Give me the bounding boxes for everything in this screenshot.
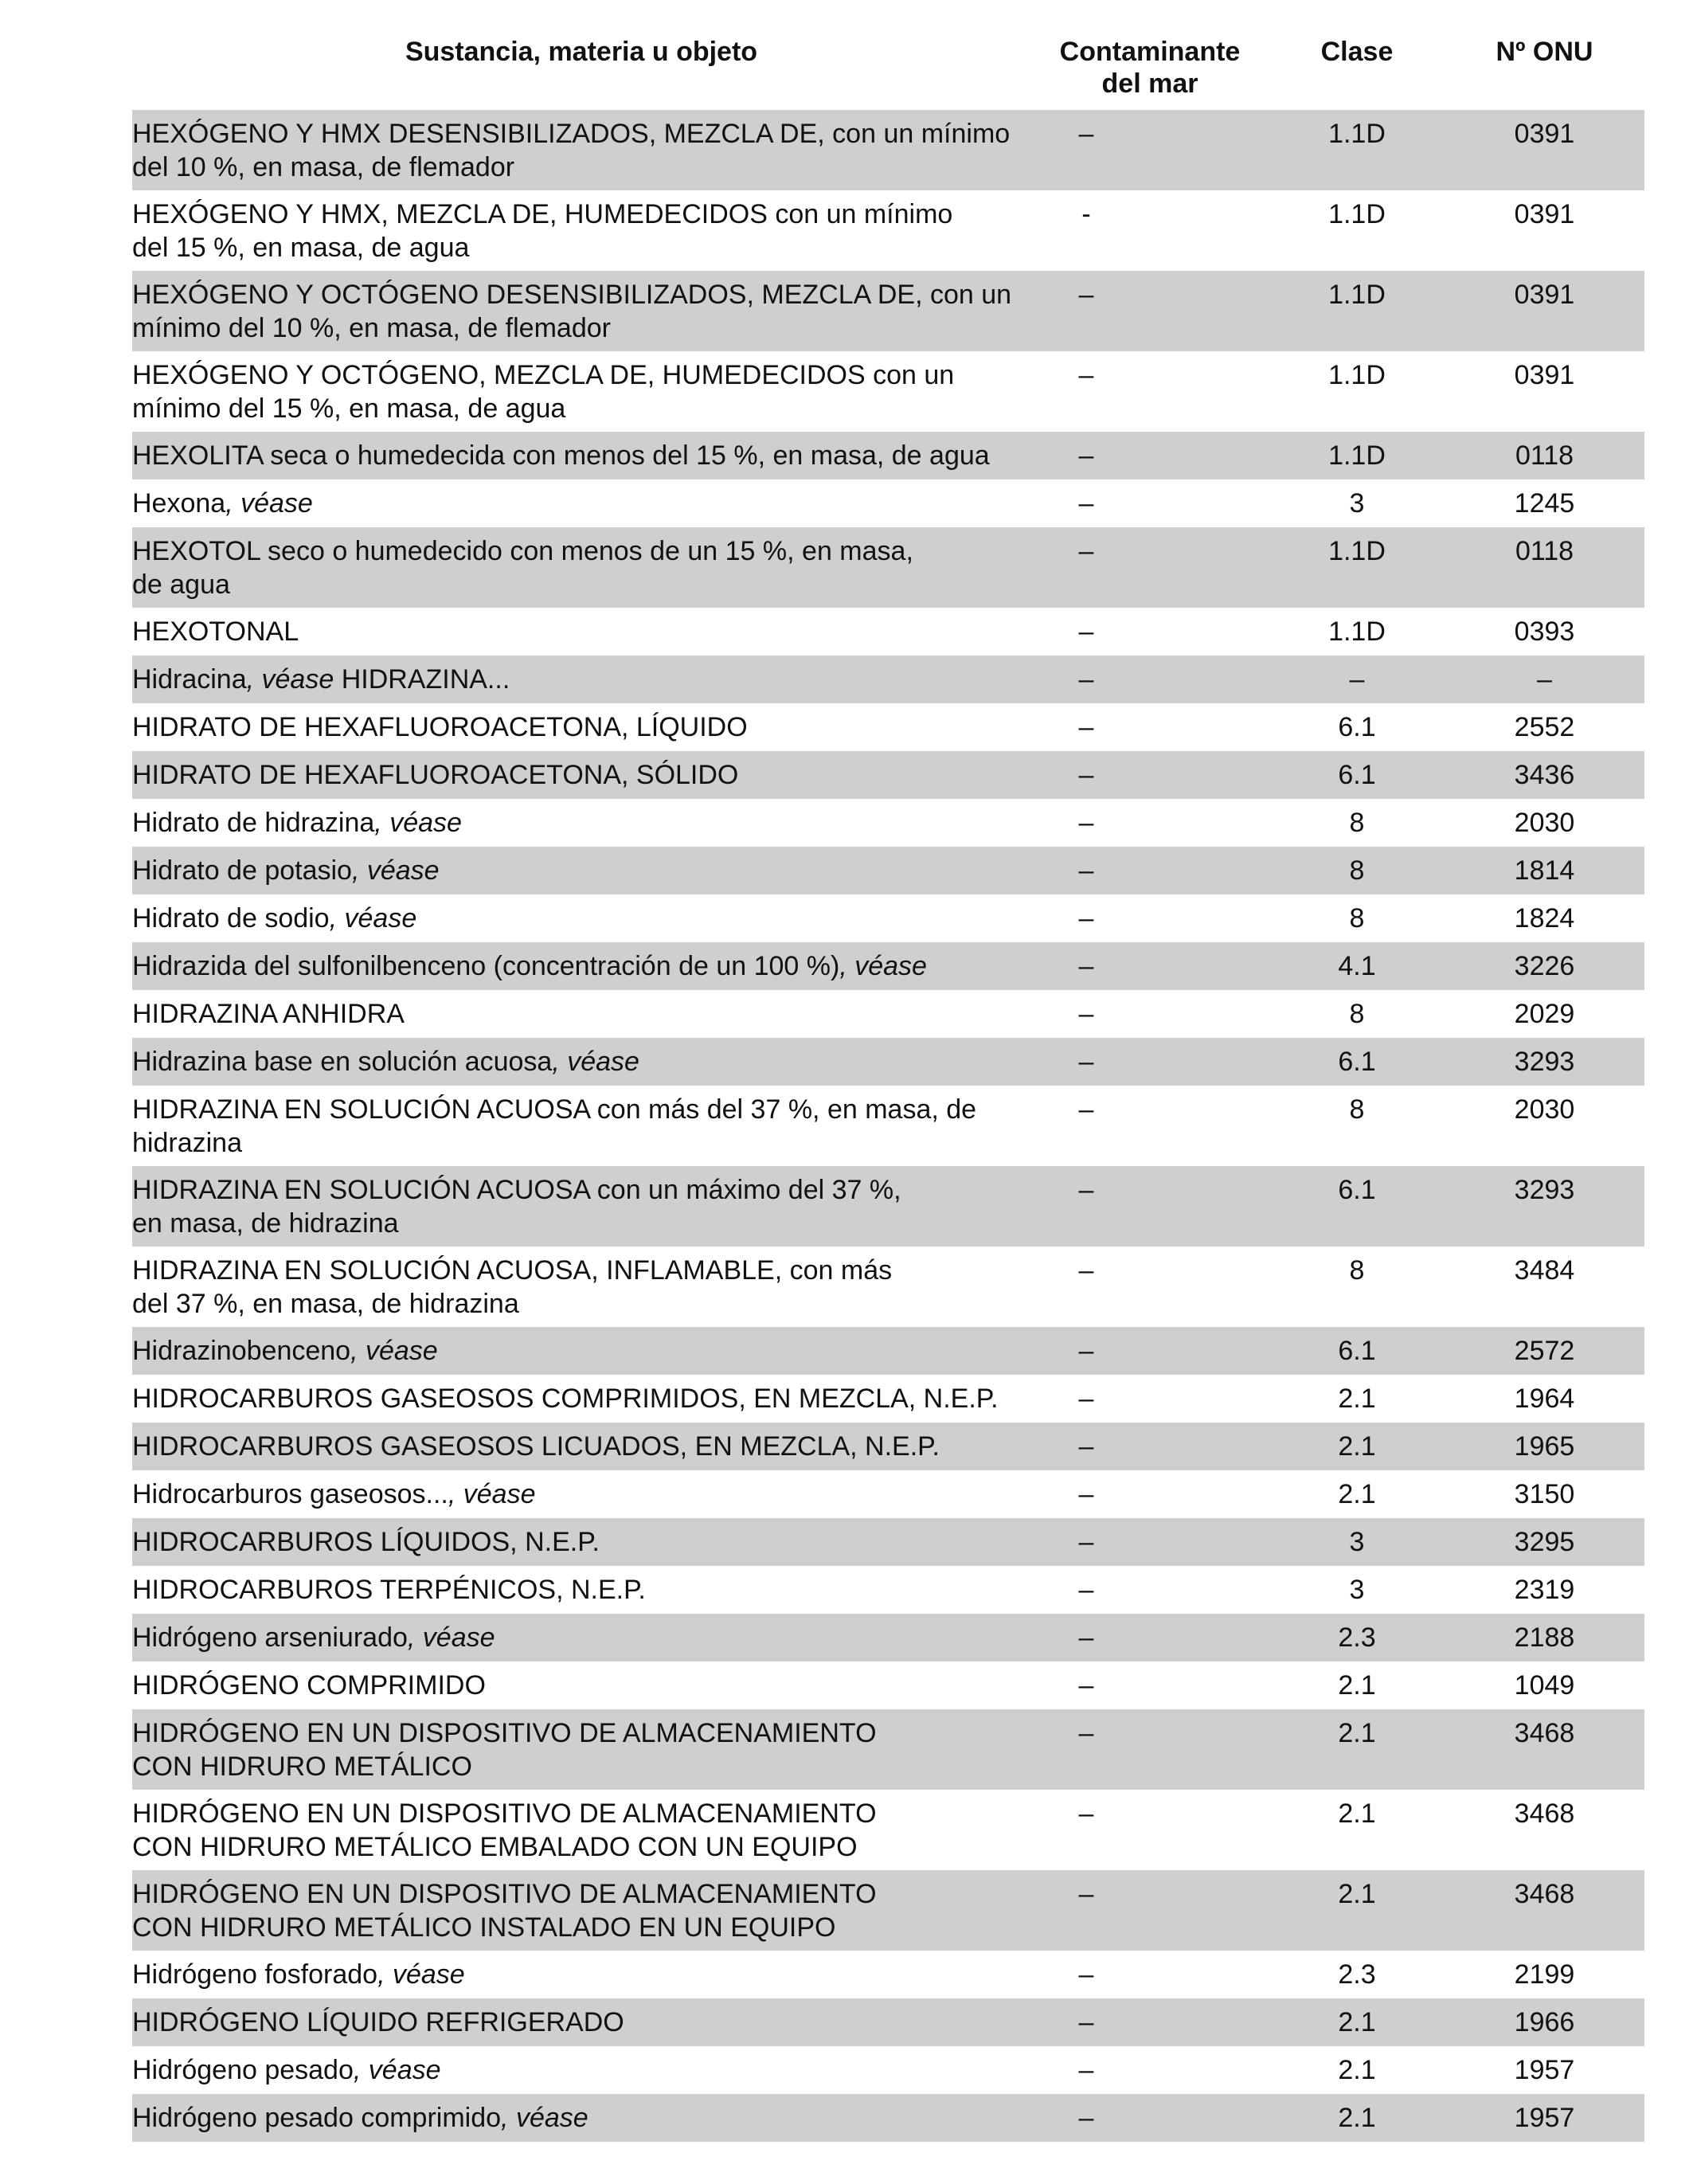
marine-pollutant-cell [1030,1518,1269,1566]
table-row [132,1998,1644,2046]
substance-text: HIDRATO DE HEXAFLUOROACETONA, LÍQUIDO [132,712,748,742]
see-reference: , véase [351,855,440,886]
class-cell: 8 [1349,903,1365,933]
class-cell: 2.1 [1338,1798,1376,1829]
marine-pollutant-cell [1030,1998,1269,2046]
un-number-cell: 1965 [1514,1431,1575,1462]
substance-text: HEXÓGENO Y HMX DESENSIBILIZADOS, MEZCLA DE, con un mínimo del 10 %, en masa, de flemador [132,119,1011,182]
un-number-cell: 2199 [1514,1959,1575,1990]
marine-pollutant-cell [1030,1470,1269,1518]
marine-pollutant-value: – [1078,1622,1094,1653]
marine-pollutant-cell [1030,527,1269,608]
table-row [132,527,1644,608]
substance-text: Hidrógeno arseniurado [132,1622,408,1653]
substance-text: HIDRAZINA ANHIDRA [132,999,405,1029]
class-cell: 1.1D [1328,536,1386,566]
marine-pollutant-cell [1030,1166,1269,1247]
substance-name [132,1470,1030,1518]
un-number-cell: 0118 [1515,536,1574,566]
substance-text: HIDRÓGENO LÍQUIDO REFRIGERADO [132,2007,624,2037]
un-number-cell: 2552 [1514,712,1575,742]
substance-name [132,799,1030,847]
table-row [132,351,1644,432]
substance-text: Hidrógeno pesado comprimido [132,2103,502,2133]
see-reference: , véase [246,664,334,695]
marine-pollutant-cell [1030,1614,1269,1661]
substance-text: HIDRAZINA EN SOLUCIÓN ACUOSA con más del 37 %, en masa, de hidrazina [132,1094,977,1158]
class-cell: 2.1 [1338,2055,1376,2085]
class-cell: 6.1 [1338,1336,1376,1366]
table-row [132,479,1644,527]
class-cell: – [1349,664,1365,695]
marine-pollutant-cell [1030,656,1269,703]
marine-pollutant-cell [1030,990,1269,1038]
marine-pollutant-value: – [1078,855,1094,886]
substance-name [132,1661,1030,1709]
marine-pollutant-cell [1030,1038,1269,1086]
marine-pollutant-value: – [1078,119,1094,149]
marine-pollutant-cell [1030,894,1269,942]
header-un-number: Nº ONU [1496,37,1593,67]
substance-name [132,2094,1030,2142]
table-row [132,190,1644,271]
table-row [132,1470,1644,1518]
un-number-cell: 1824 [1514,903,1575,933]
marine-pollutant-value: – [1078,1879,1094,1909]
marine-pollutant-cell [1030,271,1269,351]
substance-text: Hidrato de sodio [132,903,330,933]
class-cell: 1.1D [1328,616,1386,647]
marine-pollutant-cell [1030,1709,1269,1790]
substance-text: HIDROCARBUROS TERPÉNICOS, N.E.P. [132,1575,646,1605]
substance-name [132,894,1030,942]
marine-pollutant-cell [1030,942,1269,990]
table-row [132,1661,1644,1709]
substance-text: HIDRÓGENO EN UN DISPOSITIVO DE ALMACENAMIENTO CON HIDRURO METÁLICO EMBALADO CON UN EQUIPO [132,1798,877,1862]
substance-name [132,942,1030,990]
un-number-cell: 1957 [1514,2103,1575,2133]
table-body [132,110,1644,2142]
class-cell: 1.1D [1328,440,1386,471]
un-number-cell: 0391 [1514,119,1575,149]
un-number-cell: 2030 [1514,1094,1575,1125]
see-reference: , véase [839,951,927,981]
marine-pollutant-cell [1030,1247,1269,1327]
table-row [132,1247,1644,1327]
marine-pollutant-value: – [1078,1255,1094,1286]
marine-pollutant-cell [1030,1566,1269,1614]
table-row [132,271,1644,351]
un-number-cell: 1957 [1514,2055,1575,2085]
class-cell: 2.1 [1338,1879,1376,1909]
substance-name [132,990,1030,1038]
table-row [132,1038,1644,1086]
substance-name [132,1327,1030,1375]
substance-name [132,1423,1030,1470]
substance-text: Hidrógeno pesado [132,2055,354,2085]
substance-name [132,656,1030,703]
table-row [132,2094,1644,2142]
see-reference: , véase [501,2103,588,2133]
marine-pollutant-value: – [1078,1527,1094,1557]
marine-pollutant-value: – [1078,280,1094,310]
un-number-cell: 1966 [1514,2007,1575,2037]
class-cell: 4.1 [1338,951,1376,981]
substance-name [132,527,1030,608]
un-number-cell: 1049 [1514,1670,1575,1701]
marine-pollutant-cell [1030,1870,1269,1951]
substance-text: Hidracina [132,664,247,695]
marine-pollutant-value: – [1078,1575,1094,1605]
substance-name [132,1790,1030,1870]
class-cell: 2.1 [1338,1384,1376,1414]
substance-text: HIDROCARBUROS GASEOSOS LICUADOS, EN MEZCLA, N.E.P. [132,1431,940,1462]
substance-text: HEXÓGENO Y OCTÓGENO DESENSIBILIZADOS, MEZCLA DE, con un mínimo del 10 %, en masa, de flemador [132,280,1012,343]
substance-text: HIDRAZINA EN SOLUCIÓN ACUOSA, INFLAMABLE, con más del 37 %, en masa, de hidrazina [132,1255,893,1319]
header-marine-pollutant: Contaminante del mar [1059,37,1241,99]
marine-pollutant-value: – [1078,488,1094,519]
marine-pollutant-value: – [1078,1959,1094,1990]
substance-text: HIDRÓGENO EN UN DISPOSITIVO DE ALMACENAMIENTO CON HIDRURO METÁLICO INSTALADO EN UN EQUIPO [132,1879,877,1943]
substance-name [132,847,1030,894]
table-row [132,2046,1644,2094]
marine-pollutant-cell [1030,1951,1269,1998]
marine-pollutant-cell [1030,608,1269,656]
marine-pollutant-value: – [1078,1094,1094,1125]
class-cell: 6.1 [1338,712,1376,742]
class-cell: 8 [1349,855,1365,886]
table-row [132,110,1644,190]
marine-pollutant-cell [1030,1086,1269,1166]
marine-pollutant-cell [1030,2094,1269,2142]
marine-pollutant-value: – [1078,2103,1094,2133]
marine-pollutant-value: – [1078,536,1094,566]
marine-pollutant-cell [1030,432,1269,479]
table-row [132,1518,1644,1566]
marine-pollutant-value: – [1078,2007,1094,2037]
marine-pollutant-value: – [1078,1718,1094,1748]
un-number-cell: 3436 [1514,760,1575,790]
marine-pollutant-value: – [1078,999,1094,1029]
class-cell: 3 [1349,488,1365,519]
marine-pollutant-cell [1030,2046,1269,2094]
table-row [132,1166,1644,1247]
see-reference: , véase [225,488,313,519]
substance-name [132,110,1030,190]
class-cell: 2.1 [1338,1670,1376,1701]
substance-name [132,608,1030,656]
marine-pollutant-cell [1030,1790,1269,1870]
un-number-cell: 3226 [1514,951,1575,981]
see-reference: , véase [353,2055,441,2085]
un-number-cell: 1964 [1514,1384,1575,1414]
marine-pollutant-value: – [1078,760,1094,790]
class-cell: 6.1 [1338,1047,1376,1077]
substance-text: HEXÓGENO Y HMX, MEZCLA DE, HUMEDECIDOS con un mínimo del 15 %, en masa, de agua [132,199,953,263]
un-number-cell: 2319 [1514,1575,1575,1605]
substance-name [132,1375,1030,1423]
table-row [132,1790,1644,1870]
table-row [132,1375,1644,1423]
marine-pollutant-cell [1030,1423,1269,1470]
table-row [132,847,1644,894]
substance-text: Hidrógeno fosforado [132,1959,378,1990]
table-row [132,1709,1644,1790]
marine-pollutant-cell [1030,110,1269,190]
see-reference: , véase [407,1622,495,1653]
marine-pollutant-value: – [1078,1336,1094,1366]
un-number-cell: 0391 [1514,199,1575,229]
marine-pollutant-cell [1030,479,1269,527]
substance-name [132,703,1030,751]
header-class: Clase [1320,37,1394,67]
table-row [132,432,1644,479]
un-number-cell: 1814 [1514,855,1575,886]
class-cell: 6.1 [1338,1175,1376,1205]
un-number-cell: 3468 [1514,1718,1575,1748]
un-number-cell: 0391 [1514,360,1575,390]
see-reference: , véase [377,1959,465,1990]
substance-name [132,1166,1030,1247]
substance-name [132,1998,1030,2046]
marine-pollutant-value: – [1078,712,1094,742]
table-row [132,799,1644,847]
substance-text: HEXOTOL seco o humedecido con menos de un 15 %, en masa, de agua [132,536,913,600]
marine-pollutant-cell [1030,351,1269,432]
substance-name [132,1566,1030,1614]
table-row [132,751,1644,799]
substance-name [132,751,1030,799]
class-cell: 2.3 [1338,1959,1376,1990]
marine-pollutant-value: – [1078,903,1094,933]
table-row [132,1086,1644,1166]
marine-pollutant-value: – [1078,808,1094,838]
un-number-cell: 0118 [1515,440,1574,471]
marine-pollutant-value: – [1078,360,1094,390]
class-cell: 2.3 [1338,1622,1376,1653]
class-cell: 3 [1349,1575,1365,1605]
marine-pollutant-value: – [1078,1384,1094,1414]
class-cell: 2.1 [1338,1431,1376,1462]
table-row [132,656,1644,703]
table-row [132,1951,1644,1998]
class-cell: 8 [1349,1255,1365,1286]
substance-name [132,190,1030,271]
un-number-cell: 2029 [1514,999,1575,1029]
marine-pollutant-value: – [1078,1670,1094,1701]
table-row [132,990,1644,1038]
see-reference: , véase [329,903,417,933]
un-number-cell: 3295 [1514,1527,1575,1557]
marine-pollutant-cell [1030,799,1269,847]
substance-text: Hidrocarburos gaseosos... [132,1479,448,1509]
substance-text: Hidrazinobenceno [132,1336,351,1366]
table-header [132,0,1644,110]
substance-name [132,1870,1030,1951]
marine-pollutant-value: – [1078,1798,1094,1829]
see-reference: , véase [552,1047,639,1077]
substance-text: HIDRAZINA EN SOLUCIÓN ACUOSA con un máximo del 37 %, en masa, de hidrazina [132,1175,901,1239]
substance-text: HIDRÓGENO EN UN DISPOSITIVO DE ALMACENAMIENTO CON HIDRURO METÁLICO [132,1718,877,1782]
table-row [132,1566,1644,1614]
substance-text: Hidrazina base en solución acuosa [132,1047,553,1077]
header-substance: Sustancia, materia u objeto [405,37,758,67]
table-row [132,942,1644,990]
un-number-cell: 2030 [1514,808,1575,838]
substance-name [132,432,1030,479]
class-cell: 6.1 [1338,760,1376,790]
un-number-cell: 3468 [1514,1798,1575,1829]
marine-pollutant-value: – [1078,1479,1094,1509]
marine-pollutant-value: – [1078,1047,1094,1077]
un-number-cell: 2188 [1514,1622,1575,1653]
class-cell: 2.1 [1338,1479,1376,1509]
substance-name [132,1951,1030,1998]
see-target: HIDRAZINA... [334,664,510,695]
un-number-cell: 3293 [1514,1047,1575,1077]
substance-text: Hidrazida del sulfonilbenceno (concentración de un 100 %) [132,951,840,981]
marine-pollutant-cell [1030,1375,1269,1423]
marine-pollutant-cell [1030,1327,1269,1375]
substance-text: Hidrato de hidrazina [132,808,375,838]
table-row [132,894,1644,942]
table-row [132,1614,1644,1661]
class-cell: 8 [1349,808,1365,838]
substance-text: HIDROCARBUROS LÍQUIDOS, N.E.P. [132,1527,600,1557]
table-row [132,1327,1644,1375]
marine-pollutant-value: – [1078,664,1094,695]
class-cell: 1.1D [1328,360,1386,390]
marine-pollutant-cell [1030,190,1269,271]
class-cell: 3 [1349,1527,1365,1557]
class-cell: 1.1D [1328,280,1386,310]
substance-name [132,351,1030,432]
class-cell: 1.1D [1328,199,1386,229]
marine-pollutant-value: – [1078,440,1094,471]
substance-table [132,0,1644,2142]
substance-name [132,271,1030,351]
un-number-cell: 1245 [1514,488,1575,519]
substance-text: HIDRÓGENO COMPRIMIDO [132,1670,486,1701]
class-cell: 8 [1349,999,1365,1029]
table-row [132,1423,1644,1470]
un-number-cell: 3468 [1514,1879,1575,1909]
substance-text: Hexona [132,488,226,519]
class-cell: 2.1 [1338,2103,1376,2133]
marine-pollutant-value: – [1078,1431,1094,1462]
marine-pollutant-cell [1030,1661,1269,1709]
table-row [132,703,1644,751]
see-reference: , véase [350,1336,438,1366]
class-cell: 1.1D [1328,119,1386,149]
substance-name [132,1614,1030,1661]
marine-pollutant-value: – [1078,616,1094,647]
un-number-cell: 3293 [1514,1175,1575,1205]
see-reference: , véase [448,1479,536,1509]
substance-text: HEXOLITA seca o humedecida con menos del 15 %, en masa, de agua [132,440,990,471]
substance-name [132,479,1030,527]
substance-name [132,1038,1030,1086]
table-row [132,1870,1644,1951]
un-number-cell: – [1537,664,1552,695]
marine-pollutant-value: – [1078,1175,1094,1205]
class-cell: 2.1 [1338,2007,1376,2037]
substance-name [132,1518,1030,1566]
substance-name [132,1247,1030,1327]
marine-pollutant-cell [1030,703,1269,751]
see-reference: , véase [374,808,462,838]
un-number-cell: 3484 [1514,1255,1575,1286]
substance-text: HIDRATO DE HEXAFLUOROACETONA, SÓLIDO [132,760,739,790]
un-number-cell: 0391 [1514,280,1575,310]
un-number-cell: 3150 [1514,1479,1575,1509]
substance-name [132,1709,1030,1790]
table-row [132,608,1644,656]
substance-text: HEXOTONAL [132,616,299,647]
marine-pollutant-cell [1030,847,1269,894]
marine-pollutant-value: – [1078,2055,1094,2085]
marine-pollutant-cell [1030,751,1269,799]
substance-text: Hidrato de potasio [132,855,352,886]
substance-name [132,2046,1030,2094]
substance-text: HIDROCARBUROS GASEOSOS COMPRIMIDOS, EN MEZCLA, N.E.P. [132,1384,999,1414]
class-cell: 8 [1349,1094,1365,1125]
substance-name [132,1086,1030,1166]
marine-pollutant-value: – [1078,951,1094,981]
substance-text: HEXÓGENO Y OCTÓGENO, MEZCLA DE, HUMEDECIDOS con un mínimo del 15 %, en masa, de agua [132,360,955,424]
class-cell: 2.1 [1338,1718,1376,1748]
marine-pollutant-value: - [1081,199,1091,229]
un-number-cell: 2572 [1514,1336,1575,1366]
un-number-cell: 0393 [1514,616,1575,647]
